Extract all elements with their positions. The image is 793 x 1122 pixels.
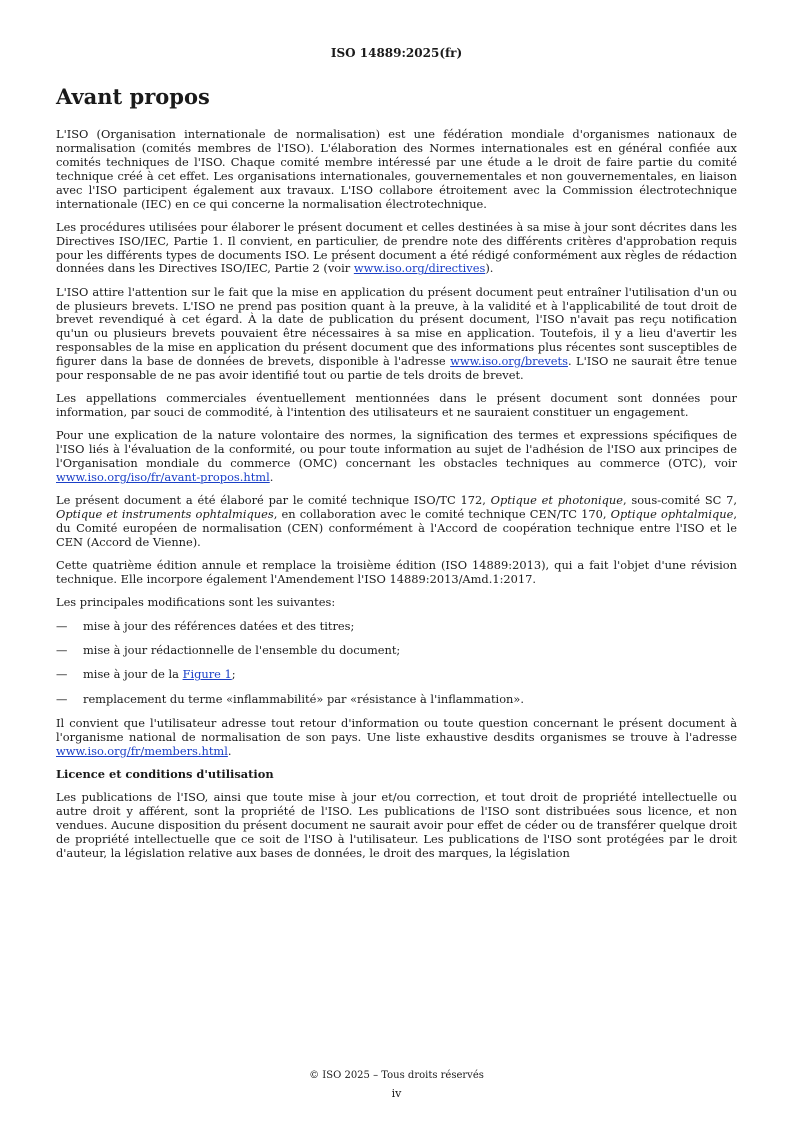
paragraph-license: Les publications de l'ISO, ainsi que toute mise à jour et/ou correction, et tout droit de propriété intellectuelle ou autre droit y afférent, sont la propriété de l'ISO. Les publications de l'ISO sont distribuées sous licence, et non vendues. Aucune disposition du présent document ne saurait avoir pour effet de céder ou de transférer quelque droit de propriété intellectuelle que ce soit de l'ISO à l'utilisateur. Les publications de l'ISO sont protégées par le droit d'auteur, la législation relative aux bases de données, le droit des marques, la législation bbox=[56, 790, 737, 861]
list-item bbox=[56, 668, 737, 682]
paragraph-text: Le présent document a été élaboré par le comité technique ISO/TC 172, bbox=[56, 493, 491, 508]
copyright-notice: © ISO 2025 – Tous droits réservés bbox=[309, 1070, 484, 1081]
paragraph-text-tail: ). bbox=[485, 261, 494, 276]
committee-title-italic: Optique et photonique bbox=[490, 493, 623, 508]
members-link[interactable]: www.iso.org/fr/members.html bbox=[56, 744, 228, 758]
cen-committee-title-italic: Optique ophtalmique bbox=[610, 507, 734, 522]
paragraph-text-tail: . bbox=[269, 470, 274, 485]
paragraph-text: Il convient que l'utilisateur adresse tout retour d'information ou toute question concernant le présent document à l'organisme national de normalisation de son pays. Une liste exhaustive desdits organismes se trouve à l'adresse bbox=[56, 716, 737, 745]
list-item-text: mise à jour des références datées et des titres; bbox=[83, 618, 355, 633]
paragraph-edition: Cette quatrième édition annule et remplace la troisième édition (ISO 14889:2013), qui a fait l'objet d'une révision technique. Elle incorpore également l'Amendement l'ISO 14889:2013/Amd.1:2017. bbox=[56, 558, 737, 587]
dash-bullet: — bbox=[56, 691, 68, 706]
patents-link[interactable]: www.iso.org/brevets bbox=[450, 354, 568, 369]
license-heading: Licence et conditions d'utilisation bbox=[56, 767, 274, 782]
paragraph-patents bbox=[56, 286, 737, 383]
list-item bbox=[56, 644, 737, 658]
list-item bbox=[56, 620, 737, 634]
paragraph-feedback bbox=[56, 717, 737, 759]
paragraph-procedures bbox=[56, 221, 737, 277]
foreword-info-link[interactable]: www.iso.org/iso/fr/avant-propos.html bbox=[56, 470, 270, 485]
foreword-body bbox=[56, 128, 737, 870]
list-item-text: remplacement du terme «inflammabilité» par «résistance à l'inflammation». bbox=[83, 691, 524, 706]
figure-1-link[interactable]: Figure 1 bbox=[182, 667, 232, 682]
paragraph-text: Les procédures utilisées pour élaborer le présent document et celles destinées à sa mise à jour sont décrites dans les Directives ISO/IEC, Partie 1. Il convient, en particulier, de prendre note des différents critères d'approbation requis pour les différents types de documents ISO. Le présent document a été rédigé conformément aux règles de rédaction données dans les Directives ISO/IEC, Partie 2 (voir bbox=[56, 219, 737, 276]
paragraph-iso-intro: L'ISO (Organisation internationale de normalisation) est une fédération mondiale d'organismes nationaux de normalisation (comités membres de l'ISO). L'élaboration des Normes internationales est en général confiée aux comités techniques de l'ISO. Chaque comité membre intéressé par une étude a le droit de faire partie du comité technique créé à cet effet. Les organisations internationales, gouvernementales et non gouvernementales, en liaison avec l'ISO participent également aux travaux. L'ISO collabore étroitement avec la Commission électrotechnique internationale (IEC) en ce qui concerne la normalisation électrotechnique. bbox=[56, 127, 737, 211]
page-number: iv bbox=[391, 1087, 402, 1100]
paragraph-text-tail: . bbox=[227, 744, 232, 758]
paragraph-trade-names: Les appellations commerciales éventuellement mentionnées dans le présent document sont données pour information, par souci de commodité, à l'intention des utilisateurs et ne sauraient constituer un engagement. bbox=[56, 391, 737, 420]
changes-list bbox=[56, 620, 737, 707]
paragraph-changes-intro: Les principales modifications sont les suivantes: bbox=[56, 595, 336, 610]
dash-bullet: — bbox=[56, 642, 68, 657]
list-item bbox=[56, 693, 737, 707]
paragraph-text: , sous-comité SC 7, bbox=[622, 493, 738, 508]
dash-bullet: — bbox=[56, 667, 68, 682]
directives-link[interactable]: www.iso.org/directives bbox=[353, 261, 486, 276]
paragraph-text: , en collaboration avec le comité technique CEN/TC 170, bbox=[273, 507, 611, 522]
paragraph-text-tail: . L'ISO ne saurait être tenue pour responsable de ne pas avoir identifié tout ou partie de tels droits de brevet. bbox=[56, 354, 737, 383]
document-id-header: ISO 14889:2025(fr) bbox=[330, 46, 463, 60]
paragraph-text: L'ISO attire l'attention sur le fait que la mise en application du présent document peut entraîner l'utilisation d'un ou de plusieurs brevets. L'ISO ne prend pas position quant à la preuve, à la validité et à l'applicabilité de tout droit de brevet revendiqué à cet égard. À la date de publication du présent document, l'ISO n'avait pas reçu notification qu'un ou plusieurs brevets pouvaient être nécessaires à sa mise en application. Toutefois, il y a lieu d'avertir les responsables de la mise en application du présent document que des informations plus récentes sont susceptibles de figurer dans la base de données de brevets, disponible à l'adresse bbox=[56, 284, 737, 369]
dash-bullet: — bbox=[56, 618, 68, 633]
subcommittee-title-italic: Optique et instruments ophtalmiques bbox=[56, 507, 274, 522]
paragraph-text: , du Comité européen de normalisation (CEN) conformément à l'Accord de coopération technique entre l'ISO et le CEN (Accord de Vienne). bbox=[56, 507, 737, 550]
paragraph-text: Pour une explication de la nature volontaire des normes, la signification des termes et expressions spécifiques de l'ISO liés à l'évaluation de la conformité, ou pour toute information au sujet de l'adhésion de l'ISO aux principes de l'Organisation mondiale du commerce (OMC) concernant les obstacles techniques au commerce (OTC), voir bbox=[56, 428, 737, 471]
list-item-text: mise à jour de la bbox=[83, 667, 183, 682]
page-title: Avant propos bbox=[56, 84, 210, 109]
paragraph-committee bbox=[56, 494, 737, 550]
page-footer bbox=[0, 1067, 793, 1103]
list-item-text: mise à jour rédactionnelle de l'ensemble du document; bbox=[83, 642, 401, 657]
list-item-text-tail: ; bbox=[231, 667, 236, 682]
paragraph-voluntary-nature bbox=[56, 429, 737, 485]
